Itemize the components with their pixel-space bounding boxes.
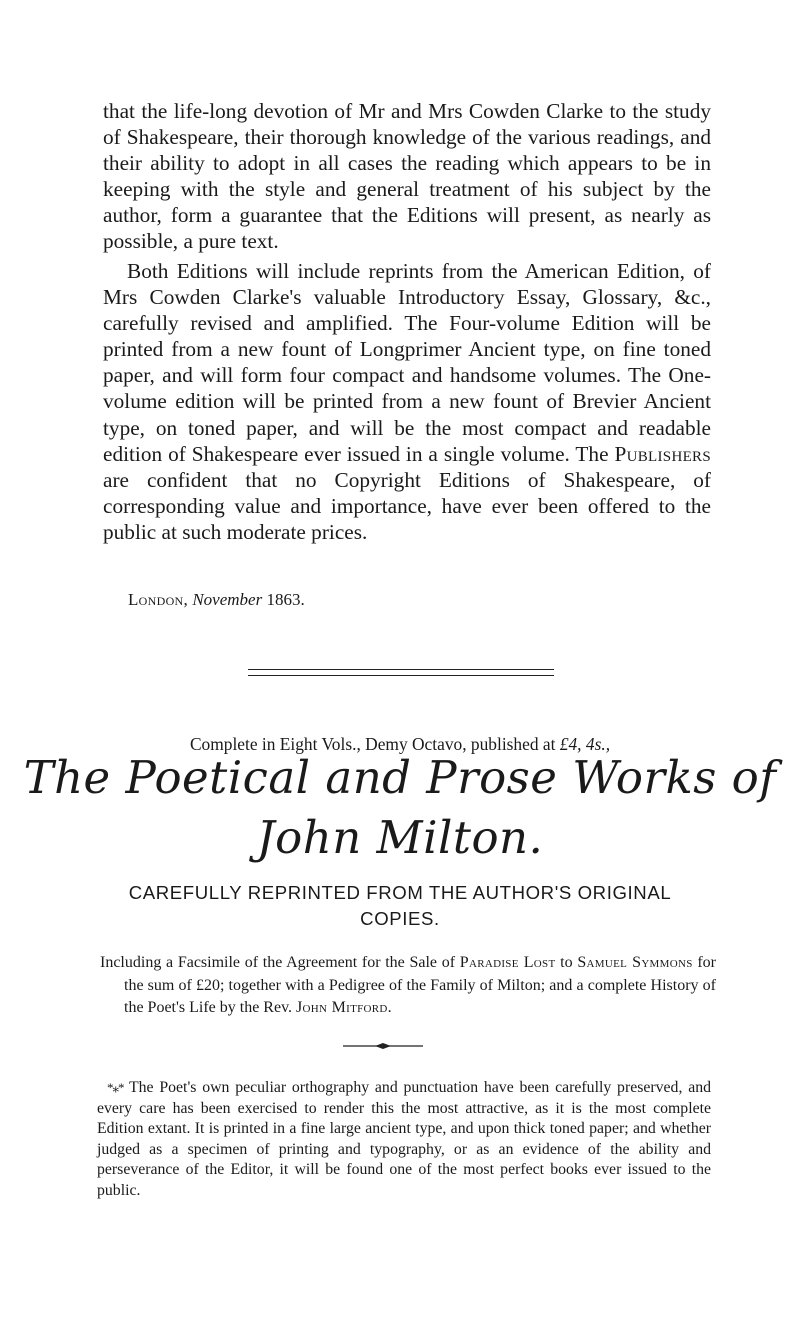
paragraph-2-text-b: are confident that no Copyright Editions of Shakespeare, of corresponding value and importance, have ever been offered to the public at such moderate prices.	[103, 467, 711, 544]
including-paragraph	[100, 952, 716, 1020]
book-subtitle: CAREFULLY REPRINTED FROM THE AUTHOR'S ORIGINAL COPIES.	[128, 882, 672, 929]
paragraph-1: that the life-long devotion of Mr and Mrs Cowden Clarke to the study of Shakespeare, their thorough knowledge of the various readings, and their ability to adopt in all cases the reading which appears to be in keeping with the style and general treatment of his subject by the author, form a guarantee that the Editions will present, as nearly as possible, a pure text.	[103, 99, 711, 254]
paradise-lost-title: Paradise Lost	[459, 954, 556, 971]
double-rule-divider	[248, 669, 554, 676]
publishers-word: Publishers	[614, 441, 711, 466]
including-text-a: Including a Facsimile of the Agreement for the Sale of	[100, 954, 460, 971]
paragraph-2-text-a: Both Editions will include reprints from the American Edition, of Mrs Cowden Clarke's valuable Introductory Essay, Glossary, &c., carefully revised and amplified. The Four-volume Edition will be printed from a new fount of Longprimer Ancient type, on fine toned paper, and will form four compact and handsome volumes. The One-volume edition will be printed from a new fount of Brevier Ancient type, on toned paper, and will be the most compact and readable edition of Shakespeare ever issued in a single volume. The	[103, 259, 711, 466]
price-pounds: £4,	[559, 734, 582, 754]
including-text-b: to	[555, 954, 578, 971]
footnote-paragraph	[97, 1078, 711, 1202]
signature-place: London,	[128, 590, 189, 609]
signature-line	[128, 590, 305, 610]
asterism-mark: *⁎*	[107, 1080, 124, 1095]
book-title-line-1: The Poetical and Prose Works of	[23, 751, 777, 804]
john-mitford-name: John Mitford.	[296, 999, 392, 1017]
signature-month: November	[192, 590, 263, 609]
signature-year: 1863.	[266, 590, 305, 609]
paragraph-2	[103, 258, 711, 545]
ornament-rule-icon	[343, 1041, 423, 1051]
including-text-c: for the sum of £20; together with a Pedigree of the Family of Milton; and a complete History of the Poet's Life by the Rev.	[124, 954, 716, 1017]
book-title-line-2: John Milton.	[256, 811, 544, 864]
samuel-symmons-name: Samuel Symmons	[577, 954, 693, 971]
footnote-text: The Poet's own peculiar orthography and punctuation have been carefully preserved, and every care has been exercised to render this the most attractive, as it is the most complete Edition extant. It is printed in a fine large ancient type, and upon thick toned paper; and whether judged as a specimen of printing and typography, or as an evidence of the ability and perseverance of the Editor, it will be found one of the most perfect books ever issued to the public.	[97, 1079, 711, 1199]
price-shillings: 4s.,	[585, 734, 611, 754]
edition-info-text: Complete in Eight Vols., Demy Octavo, published at	[189, 734, 560, 754]
